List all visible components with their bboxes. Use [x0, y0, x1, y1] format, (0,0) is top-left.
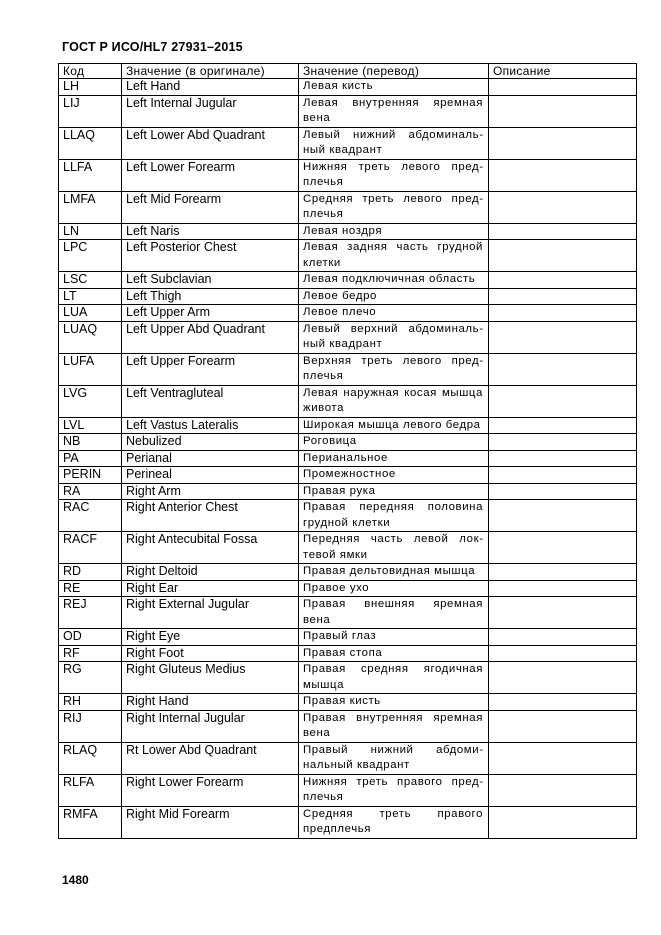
cell-description [489, 79, 637, 96]
cell-translation: Нижняя треть правого предплечья [299, 774, 489, 806]
cell-description [489, 417, 637, 434]
cell-translation: Роговица [299, 434, 489, 451]
table-row [59, 240, 637, 272]
cell-description [489, 467, 637, 484]
cell-code: LUA [59, 305, 122, 322]
cell-code: LVG [59, 385, 122, 417]
cell-code: RD [59, 564, 122, 581]
cell-code: LLFA [59, 159, 122, 191]
cell-code: RH [59, 694, 122, 711]
cell-description [489, 694, 637, 711]
table-row [59, 774, 637, 806]
cell-code: REJ [59, 597, 122, 629]
cell-code: LIJ [59, 95, 122, 127]
cell-original: Nebulized [122, 434, 299, 451]
table-row [59, 288, 637, 305]
table-row [59, 629, 637, 646]
cell-code: RF [59, 645, 122, 662]
table-row [59, 353, 637, 385]
cell-description [489, 288, 637, 305]
table-row [59, 385, 637, 417]
table-row [59, 806, 637, 838]
cell-translation: Правая дельтовидная мышца [299, 564, 489, 581]
cell-description [489, 159, 637, 191]
table-row [59, 223, 637, 240]
cell-description [489, 95, 637, 127]
cell-original: Perineal [122, 467, 299, 484]
cell-code: PERIN [59, 467, 122, 484]
table-row [59, 500, 637, 532]
cell-description [489, 742, 637, 774]
code-table [58, 63, 637, 839]
cell-description [489, 223, 637, 240]
cell-code: LMFA [59, 191, 122, 223]
cell-translation: Левая наружная косая мышца живота [299, 385, 489, 417]
cell-original: Left Naris [122, 223, 299, 240]
cell-code: RLFA [59, 774, 122, 806]
column-header-description: Описание [489, 64, 637, 79]
cell-original: Right Internal Jugular [122, 710, 299, 742]
cell-original: Right Antecubital Fossa [122, 532, 299, 564]
cell-description [489, 321, 637, 353]
cell-code: LUAQ [59, 321, 122, 353]
cell-original: Left Upper Forearm [122, 353, 299, 385]
cell-original: Right Ear [122, 580, 299, 597]
cell-description [489, 483, 637, 500]
cell-code: LUFA [59, 353, 122, 385]
cell-code: LT [59, 288, 122, 305]
cell-description [489, 434, 637, 451]
cell-translation: Широкая мышца левого бедра [299, 417, 489, 434]
table-row [59, 321, 637, 353]
cell-code: RG [59, 662, 122, 694]
table-row [59, 645, 637, 662]
cell-description [489, 500, 637, 532]
cell-translation: Правый глаз [299, 629, 489, 646]
cell-original: Left Thigh [122, 288, 299, 305]
cell-translation: Правый нижний абдоминальный квадрант [299, 742, 489, 774]
cell-code: OD [59, 629, 122, 646]
cell-description [489, 710, 637, 742]
cell-translation: Правая передняя половина грудной клетки [299, 500, 489, 532]
table-row [59, 159, 637, 191]
cell-description [489, 305, 637, 322]
cell-original: Right External Jugular [122, 597, 299, 629]
table-row [59, 79, 637, 96]
cell-code: LVL [59, 417, 122, 434]
table-row [59, 564, 637, 581]
cell-original: Left Subclavian [122, 272, 299, 289]
cell-code: RACF [59, 532, 122, 564]
column-header-translation: Значение (перевод) [299, 64, 489, 79]
cell-original: Left Upper Abd Quadrant [122, 321, 299, 353]
table-body [59, 79, 637, 839]
table-row [59, 450, 637, 467]
cell-original: Left Vastus Lateralis [122, 417, 299, 434]
cell-translation: Левый верхний абдоминальный квадрант [299, 321, 489, 353]
cell-original: Rt Lower Abd Quadrant [122, 742, 299, 774]
table-row [59, 662, 637, 694]
cell-original: Left Hand [122, 79, 299, 96]
cell-original: Right Hand [122, 694, 299, 711]
cell-original: Left Lower Forearm [122, 159, 299, 191]
cell-original: Left Ventragluteal [122, 385, 299, 417]
cell-description [489, 532, 637, 564]
cell-original: Right Deltoid [122, 564, 299, 581]
table-row [59, 710, 637, 742]
cell-code: LH [59, 79, 122, 96]
cell-description [489, 353, 637, 385]
cell-translation: Средняя треть левого предплечья [299, 191, 489, 223]
cell-description [489, 580, 637, 597]
cell-code: RMFA [59, 806, 122, 838]
table-row [59, 694, 637, 711]
cell-translation: Правое ухо [299, 580, 489, 597]
cell-code: LLAQ [59, 127, 122, 159]
table-row [59, 467, 637, 484]
cell-original: Perianal [122, 450, 299, 467]
cell-description [489, 240, 637, 272]
cell-translation: Правая средняя ягодичная мышца [299, 662, 489, 694]
cell-translation: Правая внутренняя яремная вена [299, 710, 489, 742]
cell-description [489, 774, 637, 806]
cell-description [489, 191, 637, 223]
cell-original: Left Mid Forearm [122, 191, 299, 223]
cell-code: RAC [59, 500, 122, 532]
cell-original: Left Posterior Chest [122, 240, 299, 272]
cell-translation: Левый нижний абдоминальный квадрант [299, 127, 489, 159]
page-number: 1480 [62, 873, 89, 887]
cell-description [489, 564, 637, 581]
cell-description [489, 272, 637, 289]
table-row [59, 742, 637, 774]
cell-description [489, 127, 637, 159]
cell-original: Left Internal Jugular [122, 95, 299, 127]
cell-translation: Левая кисть [299, 79, 489, 96]
cell-description [489, 385, 637, 417]
table-row [59, 305, 637, 322]
cell-original: Right Eye [122, 629, 299, 646]
cell-code: NB [59, 434, 122, 451]
cell-translation: Правая рука [299, 483, 489, 500]
cell-translation: Средняя треть правого предплечья [299, 806, 489, 838]
table-row [59, 417, 637, 434]
cell-translation: Левая внутренняя яремная вена [299, 95, 489, 127]
cell-translation: Левое плечо [299, 305, 489, 322]
table-row [59, 191, 637, 223]
table-header-row [59, 64, 637, 79]
table-row [59, 272, 637, 289]
table-row [59, 434, 637, 451]
cell-code: RE [59, 580, 122, 597]
cell-translation: Перианальное [299, 450, 489, 467]
cell-description [489, 629, 637, 646]
cell-translation: Левое бедро [299, 288, 489, 305]
cell-description [489, 597, 637, 629]
cell-original: Right Anterior Chest [122, 500, 299, 532]
cell-original: Right Lower Forearm [122, 774, 299, 806]
cell-code: LN [59, 223, 122, 240]
document-header: ГОСТ Р ИСО/HL7 27931–2015 [62, 40, 243, 54]
cell-code: LPC [59, 240, 122, 272]
cell-translation: Левая подключичная область [299, 272, 489, 289]
cell-translation: Левая ноздря [299, 223, 489, 240]
cell-description [489, 645, 637, 662]
table-row [59, 483, 637, 500]
table-row [59, 127, 637, 159]
cell-description [489, 450, 637, 467]
cell-translation: Передняя часть левой локтевой ямки [299, 532, 489, 564]
cell-translation: Верхняя треть левого предплечья [299, 353, 489, 385]
cell-original: Right Gluteus Medius [122, 662, 299, 694]
cell-code: LSC [59, 272, 122, 289]
cell-description [489, 806, 637, 838]
cell-original: Left Upper Arm [122, 305, 299, 322]
column-header-code: Код [59, 64, 122, 79]
cell-code: RA [59, 483, 122, 500]
table-row [59, 597, 637, 629]
cell-translation: Левая задняя часть грудной клетки [299, 240, 489, 272]
cell-translation: Правая кисть [299, 694, 489, 711]
table-row [59, 580, 637, 597]
cell-translation: Правая внешняя яремная вена [299, 597, 489, 629]
cell-original: Right Mid Forearm [122, 806, 299, 838]
cell-translation: Нижняя треть левого предплечья [299, 159, 489, 191]
cell-original: Left Lower Abd Quadrant [122, 127, 299, 159]
cell-translation: Правая стопа [299, 645, 489, 662]
column-header-original: Значение (в оригинале) [122, 64, 299, 79]
cell-code: RLAQ [59, 742, 122, 774]
cell-description [489, 662, 637, 694]
table-row [59, 95, 637, 127]
cell-code: RIJ [59, 710, 122, 742]
cell-original: Right Arm [122, 483, 299, 500]
table-row [59, 532, 637, 564]
cell-translation: Промежностное [299, 467, 489, 484]
cell-code: PA [59, 450, 122, 467]
cell-original: Right Foot [122, 645, 299, 662]
